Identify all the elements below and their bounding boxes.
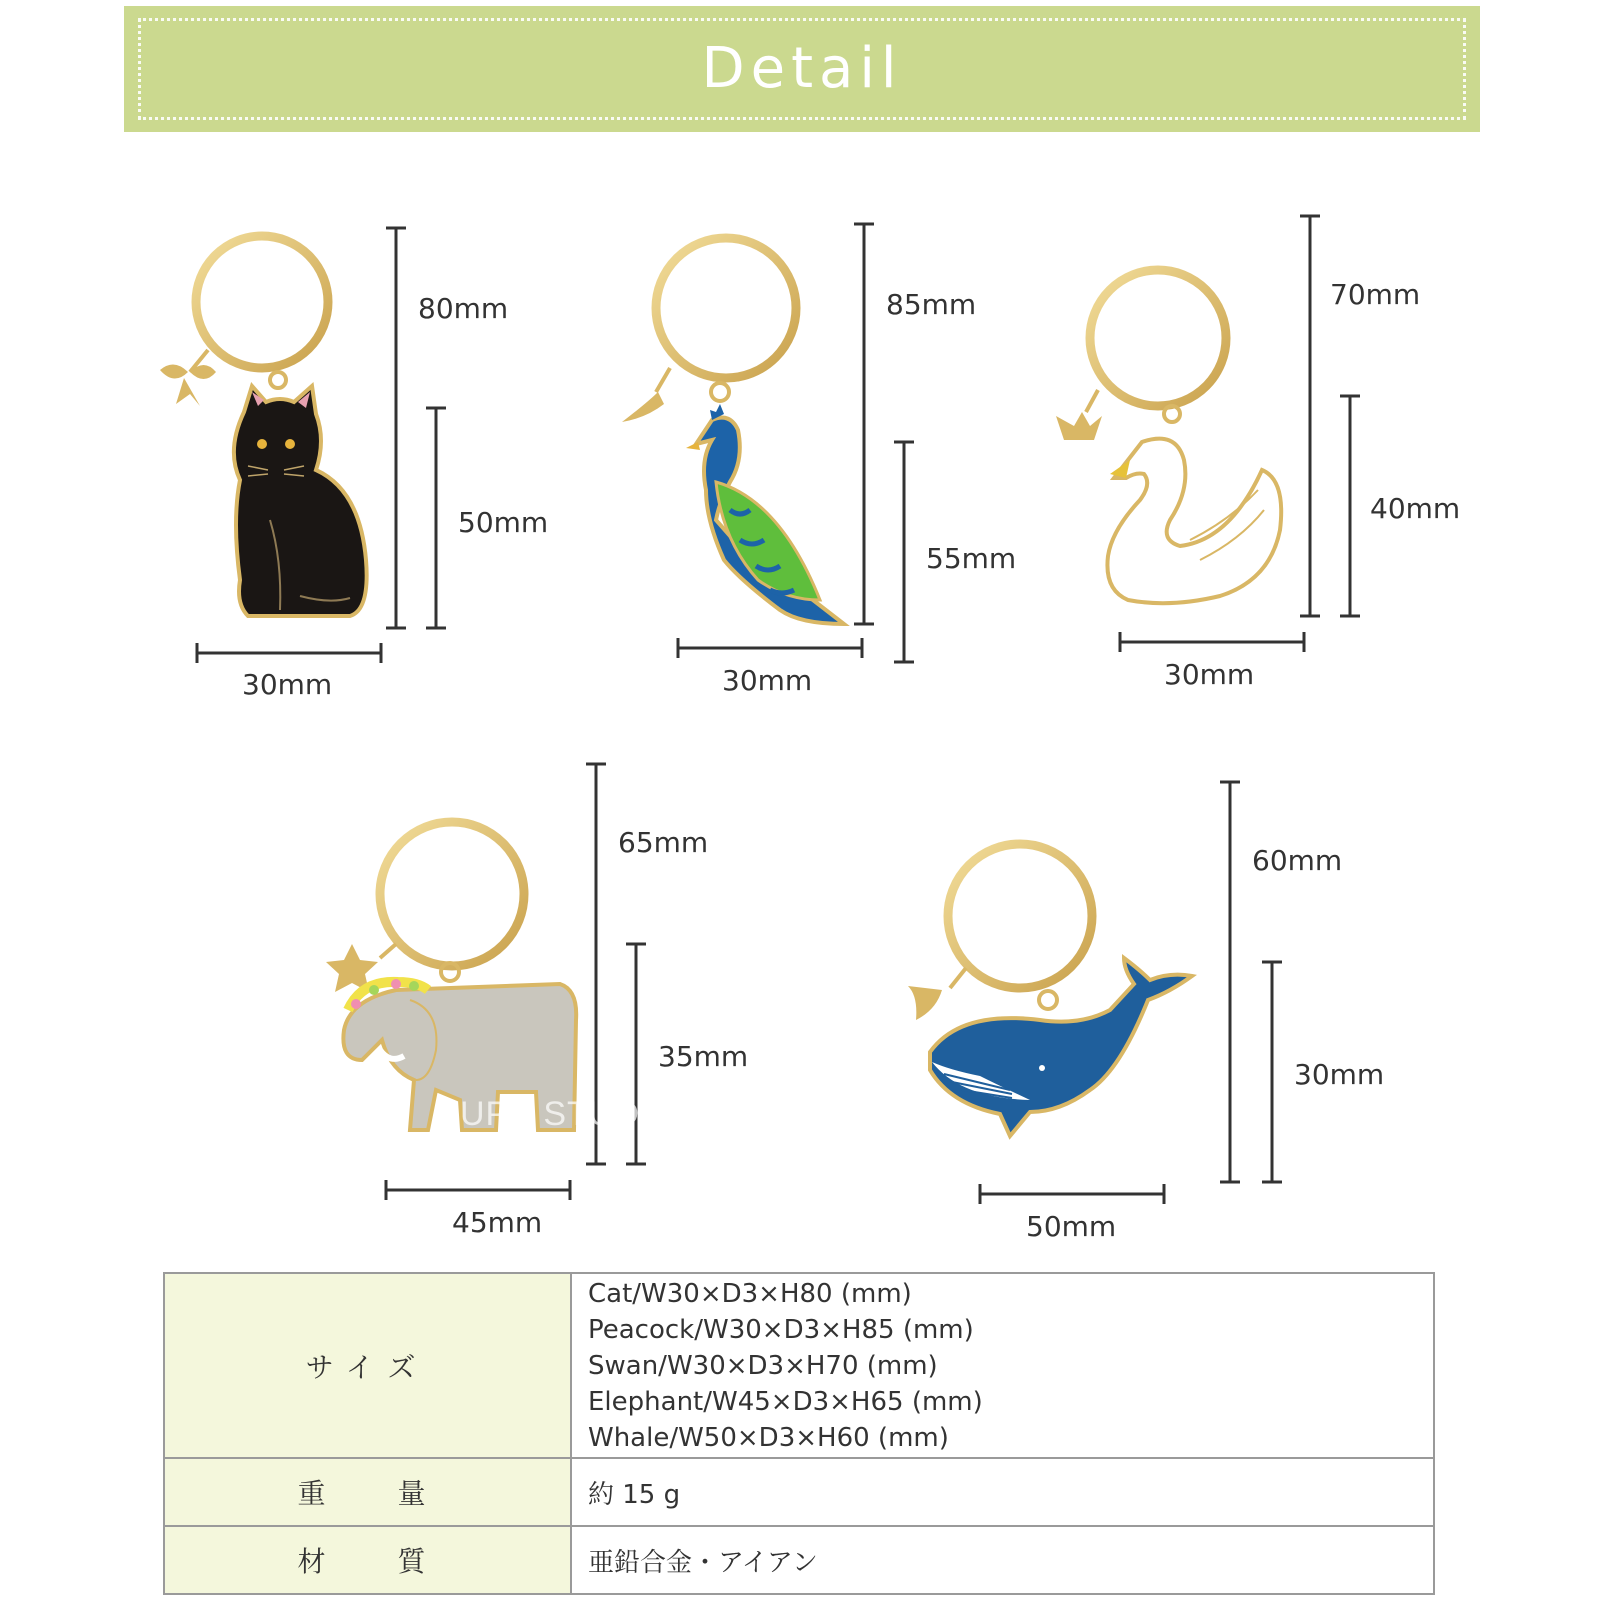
whale-body-height-label: 30mm: [1294, 1058, 1385, 1091]
size-value-peacock: Peacock/W30×D3×H85 (mm): [588, 1314, 974, 1345]
spec-row-weight: [164, 1458, 1434, 1526]
whale-width-label: 50mm: [1026, 1210, 1117, 1243]
spec-row-material: [164, 1526, 1434, 1594]
whale-height-label: 60mm: [1252, 844, 1343, 877]
size-label: サイズ: [164, 1273, 571, 1458]
elephant-height-label: 65mm: [618, 826, 709, 859]
peacock-keychain: [622, 238, 844, 624]
swan-keychain: [1056, 270, 1281, 603]
size-value-cat: Cat/W30×D3×H80 (mm): [588, 1278, 912, 1309]
size-value-swan: Swan/W30×D3×H70 (mm): [588, 1350, 938, 1381]
peacock-key-ring: [656, 238, 796, 378]
peacock-body-height-label: 55mm: [926, 542, 1017, 575]
swan-height-label: 70mm: [1330, 278, 1421, 311]
peacock-width-label: 30mm: [722, 664, 813, 697]
swan-key-ring: [1090, 270, 1226, 406]
elephant-key-ring: [380, 822, 524, 966]
watermark: UPE STUDIO: [460, 1095, 678, 1133]
whale-body: [930, 958, 1192, 1136]
swan-width-label: 30mm: [1164, 658, 1255, 691]
size-values: [571, 1273, 1434, 1458]
swan-body-height-label: 40mm: [1370, 492, 1461, 525]
cat-key-ring: [196, 236, 328, 368]
elephant-width-label: 45mm: [452, 1206, 543, 1239]
banner-title: Detail: [701, 36, 903, 101]
feather-charm-icon: [622, 368, 670, 422]
spec-table: [163, 1272, 1435, 1595]
cat-body-height-label: 50mm: [458, 506, 549, 539]
weight-value: 約 15 g: [571, 1458, 1434, 1526]
tail-charm-icon: [908, 968, 966, 1020]
material-value: 亜鉛合金・アイアン: [571, 1526, 1434, 1594]
peacock-height-label: 85mm: [886, 288, 977, 321]
cat-height-label: 80mm: [418, 292, 509, 325]
dimension-lines: [197, 216, 1360, 1204]
elephant-keychain: [326, 822, 576, 1130]
bow-charm-icon: [160, 350, 216, 406]
whale-keychain: [908, 844, 1192, 1136]
weight-label: 重量: [164, 1458, 571, 1526]
elephant-body-height-label: 35mm: [658, 1040, 749, 1073]
cat-body: [234, 386, 367, 616]
cat-width-label: 30mm: [242, 668, 333, 701]
whale-key-ring: [948, 844, 1092, 988]
material-label: 材質: [164, 1526, 571, 1594]
cat-keychain: [160, 236, 367, 616]
size-value-elephant: Elephant/W45×D3×H65 (mm): [588, 1386, 983, 1417]
spec-row-size: [164, 1273, 1434, 1458]
size-value-whale: Whale/W50×D3×H60 (mm): [588, 1422, 949, 1453]
crown-charm-icon: [1056, 390, 1102, 440]
